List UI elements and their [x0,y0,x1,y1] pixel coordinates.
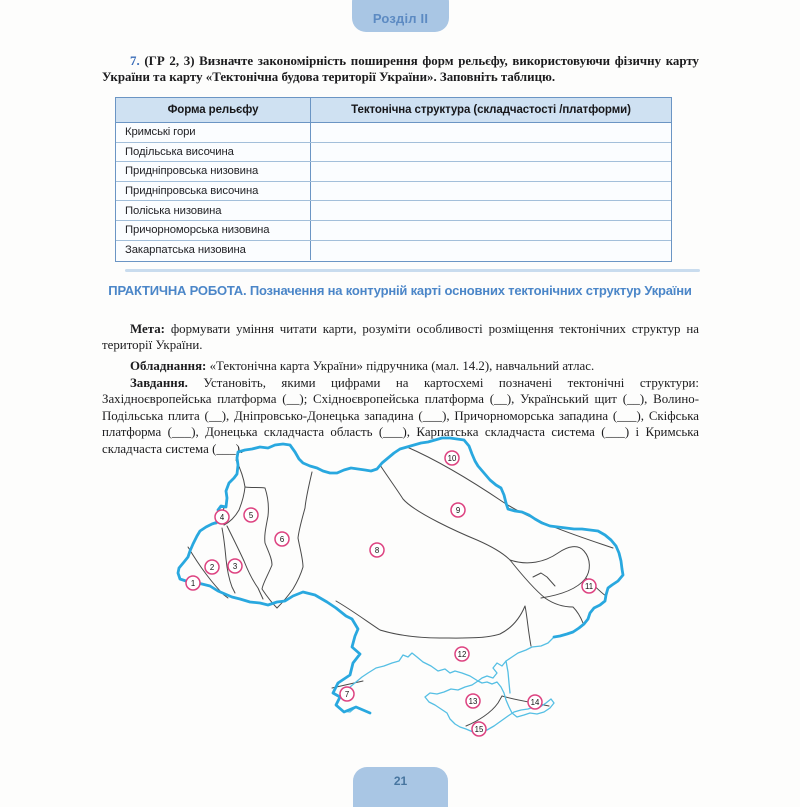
chapter-badge [352,0,449,32]
zone-marker-number-14: 14 [530,697,540,707]
zone-marker-number-8: 8 [374,545,380,555]
zone-marker-number-15: 15 [474,724,484,734]
ukraine-map-svg [160,435,640,765]
task7-paragraph [102,53,699,86]
assignment-label: Завдання. [130,375,188,390]
relief-form-cell: Поліська низовина [116,201,311,220]
zone-marker-number-2: 2 [209,562,215,572]
relief-tectonic-table [115,97,672,262]
equipment-paragraph [102,358,699,374]
relief-form-cell: Кримські гори [116,123,311,142]
equipment-label: Обладнання: [130,358,207,373]
zone-marker-number-9: 9 [455,505,461,515]
map-markers [186,451,596,736]
table-row [116,143,671,163]
table-header-relief: Форма рельєфу [116,98,311,122]
line-donets-fold-loop [510,547,589,598]
table-row [116,162,671,182]
equipment-text: «Тектонічна карта України» підручника (мал. 14.2), навчальний атлас. [206,358,595,373]
zone-marker-number-12: 12 [457,649,467,659]
meta-paragraph [102,321,699,354]
zone-marker-number-10: 10 [447,453,457,463]
zone-marker-number-3: 3 [232,561,238,571]
line-donets-fold-hook [533,573,555,586]
zone-marker-number-4: 4 [219,512,225,522]
meta-label: Мета: [130,321,165,336]
tectonic-structure-empty-cell [311,143,671,162]
meta-text: формувати уміння читати карти, розуміти особливості розміщення тектонічних структур на території України. [102,321,699,353]
page-number-label: 21 [393,774,408,788]
table-row [116,241,671,261]
relief-form-cell: Причорноморська низовина [116,221,311,240]
relief-form-cell: Закарпатська низовина [116,241,311,261]
tectonic-structure-empty-cell [311,123,671,142]
task7-text: (ГР 2, 3) Визначте закономірність поширення форм рельєфу, використовуючи фізичну карту України та карту «Тектонічна будова території України». Заповніть таблицю. [102,53,699,85]
line-black-sea-depression [336,601,531,646]
table-row [116,201,671,221]
chapter-badge-label: Розділ II [372,11,429,26]
zone-marker-number-1: 1 [190,578,196,588]
table-row [116,123,671,143]
arabat-spit [506,661,510,693]
table-row [116,221,671,241]
relief-form-cell: Придніпровська низовина [116,162,311,181]
table-header-row [116,98,671,123]
tectonic-structure-empty-cell [311,162,671,181]
page-number-badge [353,767,448,807]
tectonic-structure-empty-cell [311,201,671,220]
relief-form-cell: Придніпровська височина [116,182,311,201]
coastline [336,637,554,733]
tectonic-boundary-lines [188,447,613,726]
assignment-text: Установіть, якими цифрами на картосхемі позначені тектонічні структури: Західноєвропейська платформа (__); Східноєвропейська платформа (__), Український щит (__), Волино-Подільська плита (__), Дніпровсько-Донецька западина (___), Причорноморська западина (___), Скіфська платформа (___), Донецька складчаста область (___), Карпатська складчаста система (___) і Кримська складчаста система (___). [102,375,699,456]
tectonic-structure-empty-cell [311,241,671,261]
state-border [178,438,623,713]
zone-marker-number-13: 13 [468,696,478,706]
tectonic-structure-empty-cell [311,182,671,201]
task7-number: 7. [130,53,140,68]
line-dnieper-donets-north [407,447,613,548]
section-divider [125,269,700,272]
table-header-structure: Тектонічна структура (складчастості /платформи) [351,104,631,116]
ukraine-contour-map [160,435,640,765]
tectonic-structure-empty-cell [311,221,671,240]
zone-marker-number-6: 6 [279,534,285,544]
relief-form-cell: Подільська височина [116,143,311,162]
line-zone5-zone6 [245,487,277,608]
table-row [116,182,671,202]
practical-work-title: ПРАКТИЧНА РОБОТА. Позначення на контурній карті основних тектонічних структур України [108,283,692,298]
table-body [116,123,671,260]
zone-marker-number-11: 11 [584,581,594,591]
zone-marker-number-5: 5 [248,510,254,520]
zone-marker-number-7: 7 [344,689,350,699]
line-dnieper-donets-south [380,465,583,623]
